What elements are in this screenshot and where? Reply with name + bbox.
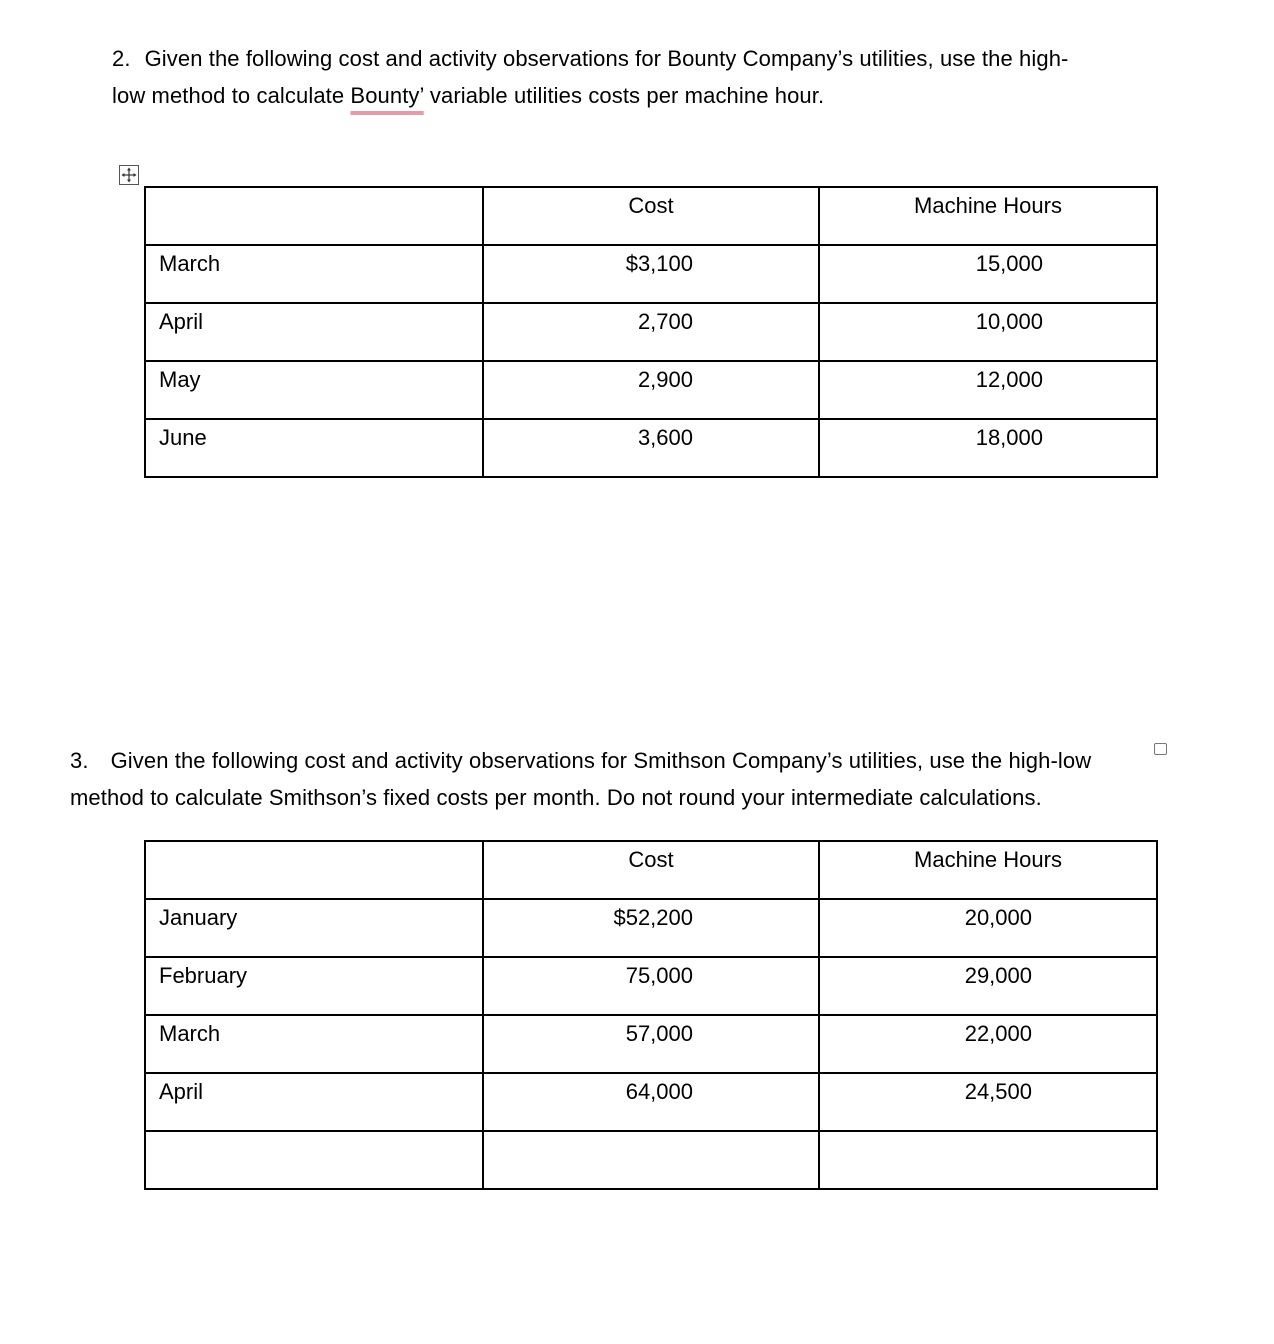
table-row bbox=[145, 419, 1157, 477]
cost-cell: 3,600 bbox=[483, 419, 819, 477]
cost-cell bbox=[483, 1131, 819, 1189]
table-row bbox=[145, 899, 1157, 957]
header-machine-hours: Machine Hours bbox=[819, 841, 1157, 899]
question-2-text-line-2b: variable utilities costs per machine hour. bbox=[423, 83, 825, 108]
cost-cell: 75,000 bbox=[483, 957, 819, 1015]
cost-cell: 2,700 bbox=[483, 303, 819, 361]
header-cost: Cost bbox=[483, 187, 819, 245]
machine-hours-cell: 20,000 bbox=[819, 899, 1157, 957]
table-row bbox=[145, 245, 1157, 303]
smithson-cost-table bbox=[144, 840, 1158, 1190]
cost-cell: 2,900 bbox=[483, 361, 819, 419]
machine-hours-cell: 24,500 bbox=[819, 1073, 1157, 1131]
machine-hours-cell: 22,000 bbox=[819, 1015, 1157, 1073]
table-row bbox=[145, 957, 1157, 1015]
table-row bbox=[145, 361, 1157, 419]
machine-hours-cell: 29,000 bbox=[819, 957, 1157, 1015]
month-cell: April bbox=[145, 303, 483, 361]
question-2-text-line-1: Given the following cost and activity observations for Bounty Company’s utilities, use the high- bbox=[144, 46, 1069, 71]
month-cell: April bbox=[145, 1073, 483, 1131]
cost-cell: $3,100 bbox=[483, 245, 819, 303]
table-row bbox=[145, 1015, 1157, 1073]
cost-cell: $52,200 bbox=[483, 899, 819, 957]
machine-hours-cell: 18,000 bbox=[819, 419, 1157, 477]
question-3-number: 3. bbox=[70, 748, 89, 773]
question-3-text-line-1: Given the following cost and activity observations for Smithson Company’s utilities, use the high-low bbox=[110, 748, 1092, 773]
comment-icon[interactable] bbox=[1154, 743, 1167, 755]
cost-cell: 57,000 bbox=[483, 1015, 819, 1073]
move-arrows-icon[interactable] bbox=[119, 165, 139, 185]
spellcheck-flagged-word[interactable]: Bounty’ bbox=[350, 83, 424, 108]
month-cell: March bbox=[145, 1015, 483, 1073]
question-2-number: 2. bbox=[112, 46, 131, 71]
table-header-row bbox=[145, 187, 1157, 245]
question-3-line-2: method to calculate Smithson’s fixed costs per month. Do not round your intermediate calculations. bbox=[70, 785, 1042, 810]
header-cell-blank bbox=[145, 841, 483, 899]
question-2-line-1 bbox=[112, 40, 1192, 77]
bounty-cost-table bbox=[144, 186, 1158, 478]
month-cell: June bbox=[145, 419, 483, 477]
machine-hours-cell: 10,000 bbox=[819, 303, 1157, 361]
header-machine-hours: Machine Hours bbox=[819, 187, 1157, 245]
month-cell bbox=[145, 1131, 483, 1189]
month-cell: May bbox=[145, 361, 483, 419]
table-header-row bbox=[145, 841, 1157, 899]
machine-hours-cell: 15,000 bbox=[819, 245, 1157, 303]
question-2-line-2 bbox=[112, 77, 1192, 114]
question-3-line-1 bbox=[70, 742, 1220, 779]
cost-cell: 64,000 bbox=[483, 1073, 819, 1131]
question-2 bbox=[112, 40, 1192, 114]
table-row bbox=[145, 303, 1157, 361]
header-cost: Cost bbox=[483, 841, 819, 899]
machine-hours-cell bbox=[819, 1131, 1157, 1189]
month-cell: March bbox=[145, 245, 483, 303]
machine-hours-cell: 12,000 bbox=[819, 361, 1157, 419]
table-row-empty bbox=[145, 1131, 1157, 1189]
question-2-text-line-2a: low method to calculate bbox=[112, 83, 351, 108]
month-cell: February bbox=[145, 957, 483, 1015]
header-cell-blank bbox=[145, 187, 483, 245]
table-row bbox=[145, 1073, 1157, 1131]
question-3 bbox=[70, 742, 1220, 816]
month-cell: January bbox=[145, 899, 483, 957]
